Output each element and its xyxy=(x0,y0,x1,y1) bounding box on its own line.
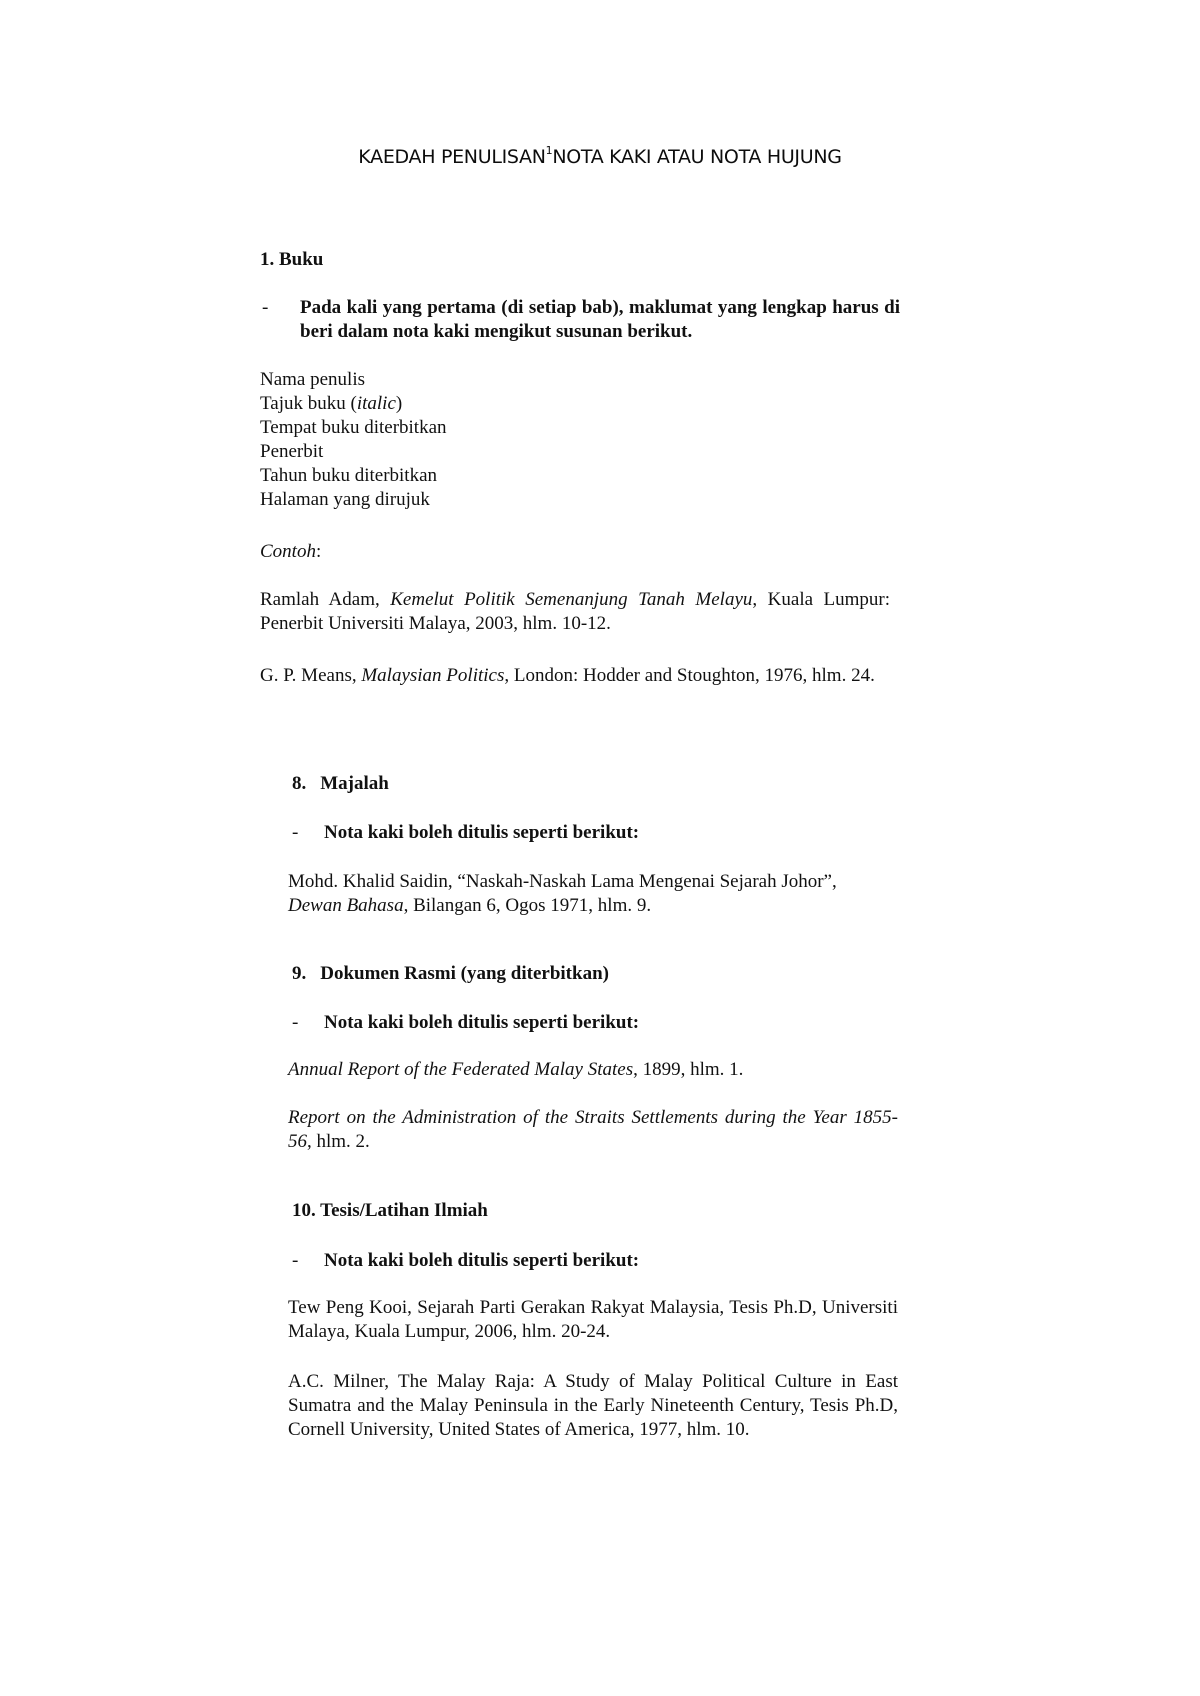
section-heading-dokumen: 9. Dokumen Rasmi (yang diterbitkan) xyxy=(292,963,609,984)
title-part-2: NOTA KAKI ATAU NOTA HUJUNG xyxy=(552,146,842,168)
bullet-text: Nota kaki boleh ditulis seperti berikut: xyxy=(324,822,640,843)
field-halaman: Halaman yang dirujuk xyxy=(260,489,430,510)
bullet-text: Nota kaki boleh ditulis seperti berikut: xyxy=(324,1250,640,1271)
section-heading-majalah: 8. Majalah xyxy=(292,773,389,794)
citation-majalah-1: Mohd. Khalid Saidin, “Naskah-Naskah Lama Mengenai Sejarah Johor”, Dewan Bahasa, Bilangan 6, Ogos 1971, hlm. 9. xyxy=(288,871,837,916)
page-title xyxy=(0,143,1200,168)
field-nama-penulis: Nama penulis xyxy=(260,369,366,390)
contoh-label: Contoh: xyxy=(260,541,322,562)
field-list xyxy=(260,368,680,512)
bullet-tesis: - Nota kaki boleh ditulis seperti berikut: xyxy=(292,1250,640,1271)
field-tempat: Tempat buku diterbitkan xyxy=(260,417,447,438)
section-heading-tesis: 10. Tesis/Latihan Ilmiah xyxy=(292,1200,488,1221)
citation-buku-2: G. P. Means, Malaysian Politics, London: Hodder and Stoughton, 1976, hlm. 24. xyxy=(260,665,875,686)
field-tajuk-buku: Tajuk buku (italic) xyxy=(260,393,403,414)
bullet-buku xyxy=(262,296,902,346)
field-penerbit: Penerbit xyxy=(260,441,324,462)
citation-dokumen-1: Annual Report of the Federated Malay States, 1899, hlm. 1. xyxy=(288,1059,744,1080)
citation-buku-1: Ramlah Adam, Kemelut Politik Semenanjung Tanah Melayu, Kuala Lumpur: Penerbit Universiti Malaya, 2003, hlm. 10-12. xyxy=(260,589,891,634)
citation-tesis-2: A.C. Milner, The Malay Raja: A Study of Malay Political Culture in East Sumatra and the Malay Peninsula in the Early Nineteenth Century, Tesis Ph.D, Cornell University, United States of America, 1977, hlm. 10. xyxy=(288,1371,898,1440)
bullet-majalah: - Nota kaki boleh ditulis seperti berikut: xyxy=(292,822,640,843)
field-tahun: Tahun buku diterbitkan xyxy=(260,465,438,486)
section-heading-buku: 1. Buku xyxy=(260,249,324,270)
bullet-text: Pada kali yang pertama (di setiap bab), maklumat yang lengkap harus di beri dalam nota kaki mengikut susunan berikut. xyxy=(300,297,900,342)
bullet-dash: - xyxy=(262,297,269,318)
footnote-marker: 1 xyxy=(545,143,553,157)
citation-dokumen-2: Report on the Administration of the Straits Settlements during the Year 1855-56, hlm. 2. xyxy=(288,1107,898,1152)
title-part-1: KAEDAH PENULISAN xyxy=(358,146,546,168)
bullet-text: Nota kaki boleh ditulis seperti berikut: xyxy=(324,1012,640,1033)
citation-tesis-1: Tew Peng Kooi, Sejarah Parti Gerakan Rakyat Malaysia, Tesis Ph.D, Universiti Malaya, Kuala Lumpur, 2006, hlm. 20-24. xyxy=(288,1297,898,1342)
bullet-dokumen: - Nota kaki boleh ditulis seperti berikut: xyxy=(292,1012,640,1033)
